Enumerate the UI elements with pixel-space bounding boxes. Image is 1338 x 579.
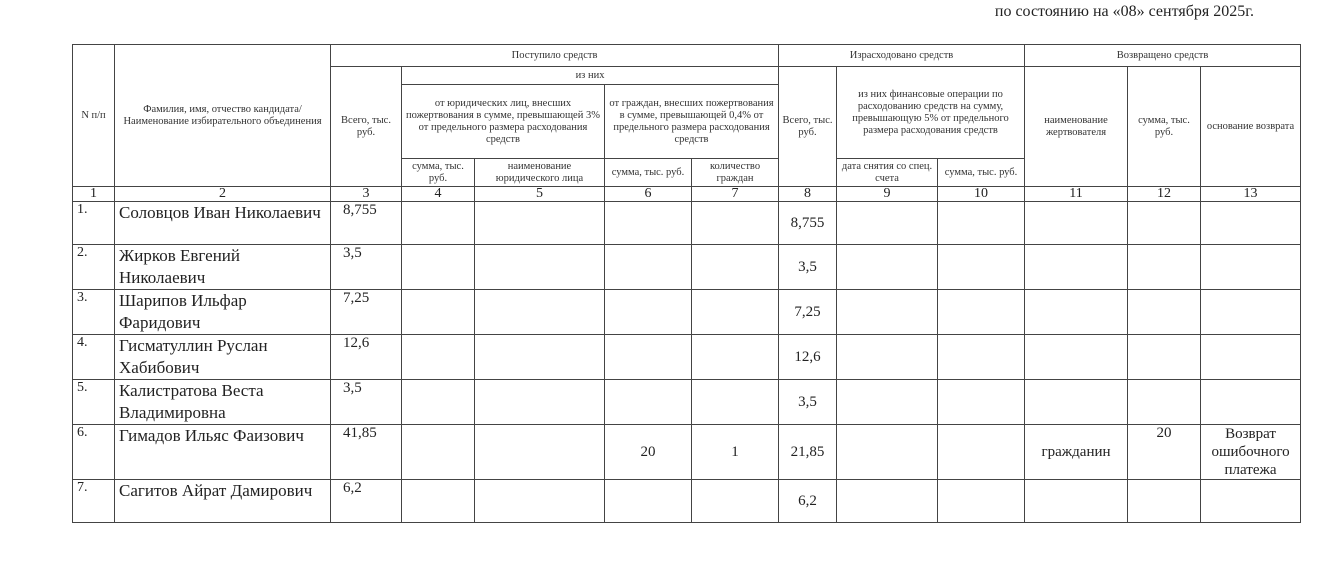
spent-sum (938, 202, 1025, 245)
table-row (73, 202, 1301, 245)
column-number: 8 (779, 187, 837, 202)
received-total: 12,6 (331, 335, 402, 380)
donor-name (1025, 290, 1128, 335)
spent-sum (938, 480, 1025, 523)
donor-name: гражданин (1025, 425, 1128, 480)
return-reason (1201, 202, 1301, 245)
row-index: 2. (73, 245, 115, 290)
spent-total: 8,755 (779, 202, 837, 245)
table-row (73, 245, 1301, 290)
row-index: 6. (73, 425, 115, 480)
legal-name (475, 480, 605, 523)
return-reason (1201, 245, 1301, 290)
legal-sum (402, 290, 475, 335)
column-number: 12 (1128, 187, 1201, 202)
received-total: 7,25 (331, 290, 402, 335)
header-donor: наименование жертвователя (1025, 67, 1128, 187)
row-index: 3. (73, 290, 115, 335)
header-spent-ops: из них финансовые операции по расходованию средств на сумму, превышающую 5% от предельного размера расходования средств (837, 67, 1025, 159)
spent-date (837, 380, 938, 425)
donor-name (1025, 480, 1128, 523)
return-sum (1128, 290, 1201, 335)
spent-sum (938, 290, 1025, 335)
spent-total: 3,5 (779, 245, 837, 290)
column-number: 7 (692, 187, 779, 202)
return-reason (1201, 380, 1301, 425)
citizens-count: 1 (692, 425, 779, 480)
header-spent: Израсходовано средств (779, 45, 1025, 67)
citizens-sum (605, 245, 692, 290)
spent-total: 6,2 (779, 480, 837, 523)
legal-sum (402, 245, 475, 290)
candidate-name: Гимадов Ильяс Фаизович (115, 425, 331, 480)
citizens-sum (605, 290, 692, 335)
citizens-count (692, 202, 779, 245)
header-total: Всего, тыс. руб. (331, 67, 402, 187)
candidate-name: Жирков Евгений Николаевич (115, 245, 331, 290)
table-row (73, 335, 1301, 380)
column-number: 6 (605, 187, 692, 202)
received-total: 41,85 (331, 425, 402, 480)
header-received: Поступило средств (331, 45, 779, 67)
row-index: 7. (73, 480, 115, 523)
citizens-count (692, 380, 779, 425)
spent-date (837, 245, 938, 290)
legal-sum (402, 380, 475, 425)
row-index: 4. (73, 335, 115, 380)
column-number: 4 (402, 187, 475, 202)
received-total: 6,2 (331, 480, 402, 523)
table-row (73, 290, 1301, 335)
spent-total: 21,85 (779, 425, 837, 480)
column-number-row (73, 187, 1301, 202)
legal-sum (402, 202, 475, 245)
column-number: 11 (1025, 187, 1128, 202)
column-number: 9 (837, 187, 938, 202)
donor-name (1025, 202, 1128, 245)
return-sum (1128, 480, 1201, 523)
donor-name (1025, 335, 1128, 380)
column-number: 1 (73, 187, 115, 202)
spent-date (837, 202, 938, 245)
report-date: по состоянию на «08» сентября 2025г. (994, 3, 1254, 20)
return-sum (1128, 335, 1201, 380)
legal-name (475, 245, 605, 290)
legal-name (475, 202, 605, 245)
return-sum (1128, 202, 1201, 245)
header-return-sum: сумма, тыс. руб. (1128, 67, 1201, 187)
legal-sum (402, 335, 475, 380)
legal-sum (402, 480, 475, 523)
citizens-sum (605, 335, 692, 380)
candidate-name: Сагитов Айрат Дамирович (115, 480, 331, 523)
header-return-reason: основание возврата (1201, 67, 1301, 187)
header-citizens-count: количество граждан (692, 159, 779, 187)
finance-report-table (72, 44, 1301, 523)
legal-name (475, 380, 605, 425)
spent-sum (938, 425, 1025, 480)
legal-sum (402, 425, 475, 480)
spent-sum (938, 380, 1025, 425)
header-name: Фамилия, имя, отчество кандидата/ Наименование избирательного объединения (115, 45, 331, 187)
return-reason: Возврат ошибочного платежа (1201, 425, 1301, 480)
header-n: N п/п (73, 45, 115, 187)
citizens-count (692, 335, 779, 380)
citizens-sum: 20 (605, 425, 692, 480)
row-index: 5. (73, 380, 115, 425)
header-returned: Возвращено средств (1025, 45, 1301, 67)
donor-name (1025, 245, 1128, 290)
legal-name (475, 290, 605, 335)
table-row (73, 480, 1301, 523)
legal-name (475, 335, 605, 380)
column-number: 5 (475, 187, 605, 202)
return-reason (1201, 290, 1301, 335)
legal-name (475, 425, 605, 480)
table-row (73, 380, 1301, 425)
header-legal: от юридических лиц, внесших пожертвования в сумме, превышающей 3% от предельного размера расходования средств (402, 85, 605, 159)
candidate-name: Шарипов Ильфар Фаридович (115, 290, 331, 335)
return-reason (1201, 480, 1301, 523)
return-sum (1128, 380, 1201, 425)
citizens-count (692, 245, 779, 290)
citizens-sum (605, 380, 692, 425)
received-total: 3,5 (331, 245, 402, 290)
spent-total: 3,5 (779, 380, 837, 425)
header-of-which: из них (402, 67, 779, 85)
return-sum (1128, 245, 1201, 290)
return-sum: 20 (1128, 425, 1201, 480)
return-reason (1201, 335, 1301, 380)
spent-date (837, 480, 938, 523)
header-spent-total: Всего, тыс. руб. (779, 67, 837, 187)
header-legal-name: наименование юридического лица (475, 159, 605, 187)
received-total: 8,755 (331, 202, 402, 245)
spent-date (837, 335, 938, 380)
candidate-name: Соловцов Иван Николаевич (115, 202, 331, 245)
spent-total: 12,6 (779, 335, 837, 380)
row-index: 1. (73, 202, 115, 245)
citizens-sum (605, 202, 692, 245)
header-spent-sum: сумма, тыс. руб. (938, 159, 1025, 187)
table-row (73, 425, 1301, 480)
column-number: 10 (938, 187, 1025, 202)
citizens-count (692, 480, 779, 523)
spent-date (837, 290, 938, 335)
column-number: 3 (331, 187, 402, 202)
spent-total: 7,25 (779, 290, 837, 335)
spent-date (837, 425, 938, 480)
header-citizens-sum: сумма, тыс. руб. (605, 159, 692, 187)
citizens-count (692, 290, 779, 335)
received-total: 3,5 (331, 380, 402, 425)
column-number: 2 (115, 187, 331, 202)
header-spent-date: дата снятия со спец. счета (837, 159, 938, 187)
candidate-name: Калистратова Веста Владимировна (115, 380, 331, 425)
candidate-name: Гисматуллин Руслан Хабибович (115, 335, 331, 380)
citizens-sum (605, 480, 692, 523)
header-citizens: от граждан, внесших пожертвования в сумме, превышающей 0,4% от предельного размера расходования средств (605, 85, 779, 159)
donor-name (1025, 380, 1128, 425)
header-legal-sum: сумма, тыс. руб. (402, 159, 475, 187)
column-number: 13 (1201, 187, 1301, 202)
spent-sum (938, 335, 1025, 380)
spent-sum (938, 245, 1025, 290)
